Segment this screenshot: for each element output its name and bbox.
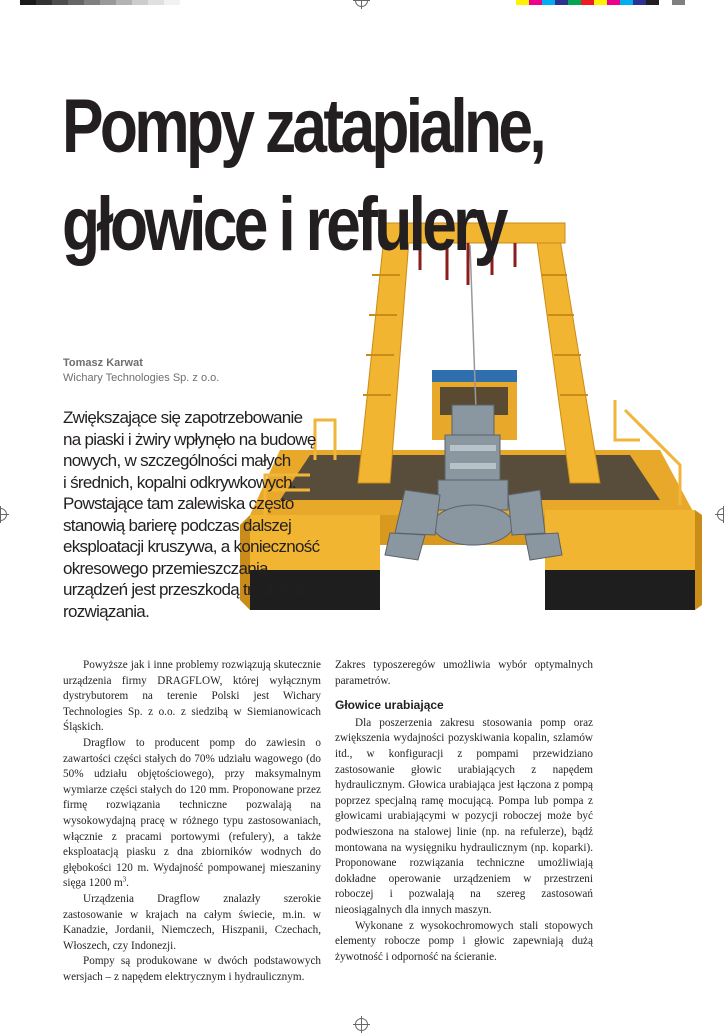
lead-line: Powstające tam zalewiska często <box>63 494 294 513</box>
gray-swatch <box>36 0 52 5</box>
color-swatch <box>581 0 594 5</box>
body-paragraph-text: Dragflow to producent pomp do zawiesin o zawartości części stałych do 70% udziału wagowego (do 50% udziału objętościowego), przy maksymalnym wymiarze części stałych do 120 mm. Proponowane przez firmę rozwiązania techniczne pozwalają na wysokowydajną pracę w różnego typu zastosowaniach, włącznie z pracami portowymi (refulery), a także eksploatacją piasku z dna zbiorników wodnych do głębokości 120 m. Wydajność pompowanej mieszaniny sięga 1200 m <box>63 736 321 890</box>
color-swatch <box>620 0 633 5</box>
lead-line: urządzeń jest przeszkodą trudną do <box>63 580 309 599</box>
body-paragraph <box>63 736 321 892</box>
registration-mark-right <box>717 508 724 521</box>
title-line-1: Pompy zatapialne, <box>62 84 543 169</box>
lead-line: okresowego przemieszczania <box>63 558 268 578</box>
gray-swatch <box>148 0 164 5</box>
color-swatch <box>568 0 581 5</box>
lead-line: stanowią barierę podczas dalszej <box>63 515 292 535</box>
lead-line: eksploatacji kruszywa, a konieczność <box>63 537 320 556</box>
lead-line: na piaski i żwiry wpłynęło na budowę <box>63 429 316 449</box>
body-paragraph: Urządzenia Dragflow znalazły szerokie zastosowanie w krajach na całym świecie, m.in. w Kanadzie, Jordanii, Niemczech, Hiszpanii, Czechach, Włoszech, czy Indonezji. <box>63 892 321 952</box>
registration-mark-left <box>0 508 7 521</box>
body-paragraph: Pompy są produkowane w dwóch podstawowych wersjach – z napędem elektrycznym i hydraulicznym. <box>63 955 321 983</box>
gray-swatch <box>164 0 180 5</box>
superscript-unit: 3 <box>122 875 127 884</box>
color-swatch <box>672 0 685 5</box>
author-affiliation: Wichary Technologies Sp. z o.o. <box>63 372 220 384</box>
color-swatch <box>633 0 646 5</box>
gray-swatch <box>52 0 68 5</box>
gray-swatch <box>132 0 148 5</box>
author-name: Tomasz Karwat <box>63 357 143 369</box>
body-paragraph: Zakres typoszeregów umożliwia wybór optymalnych parametrów. <box>335 659 593 687</box>
lead-line: nowych, w szczególności małych <box>63 451 291 470</box>
body-paragraph: Wykonane z wysokochromowych stali stopowych elementy robocze pomp i głowic zapewniają dużą żywotność i odporność na ścieranie. <box>335 919 593 963</box>
gray-swatch <box>100 0 116 5</box>
grayscale-color-bar <box>20 0 180 5</box>
section-heading: Głowice urabiające <box>335 698 444 713</box>
color-swatch <box>594 0 607 5</box>
lead-line: rozwiązania. <box>63 601 150 621</box>
body-paragraph: Powyższe jak i inne problemy rozwiązują skutecznie urządzenia firmy DRAGFLOW, której wyłącznym dystrybutorem na terenie Polski jest Wichary Technologies Sp. z o.o. z siedzibą w Siemianowicach Śląskich. <box>63 659 321 734</box>
body-column-left <box>63 658 321 985</box>
body-paragraph: Dla poszerzenia zakresu stosowania pomp oraz zwiększenia wydajności pozyskiwania kopalin, szlamów itd., w konfiguracji z pompami przewidziano zastosowanie głowic urabiających z napędem hydraulicznym. Głowica urabiająca jest łączona z pompą poprzez specjalną ramę mocującą. Pompa lub pompa z głowicami urabiającymi w pozycji roboczej może być podwieszona na stalowej linie (np. na refulerze), bądź montowana na wysięgniku hydraulicznym (np. koparki). Proponowane rozwiązania techniczne umożliwiają dokładne operowanie urządzeniem w przestrzeni roboczej i pozwalają na szereg zastosowań nieosiągalnych dla innych maszyn. <box>335 716 593 916</box>
body-column-right <box>335 658 593 965</box>
color-swatch <box>542 0 555 5</box>
process-color-bar <box>516 0 685 5</box>
gray-swatch <box>68 0 84 5</box>
registration-mark-bottom <box>355 1018 368 1031</box>
title-line-2: głowice i refulery <box>62 182 505 267</box>
color-swatch <box>646 0 659 5</box>
color-swatch <box>659 0 672 5</box>
lead-paragraph <box>63 407 343 622</box>
color-swatch <box>516 0 529 5</box>
gray-swatch <box>20 0 36 5</box>
gray-swatch <box>84 0 100 5</box>
article-title <box>62 78 595 274</box>
lead-line: i średnich, kopalni odkrywkowych. <box>63 472 296 492</box>
color-swatch <box>607 0 620 5</box>
gray-swatch <box>116 0 132 5</box>
registration-mark-top <box>355 0 368 7</box>
body-paragraph-text: . <box>126 877 129 890</box>
color-swatch <box>555 0 568 5</box>
color-swatch <box>529 0 542 5</box>
lead-line: Zwiększające się zapotrzebowanie <box>63 408 303 427</box>
